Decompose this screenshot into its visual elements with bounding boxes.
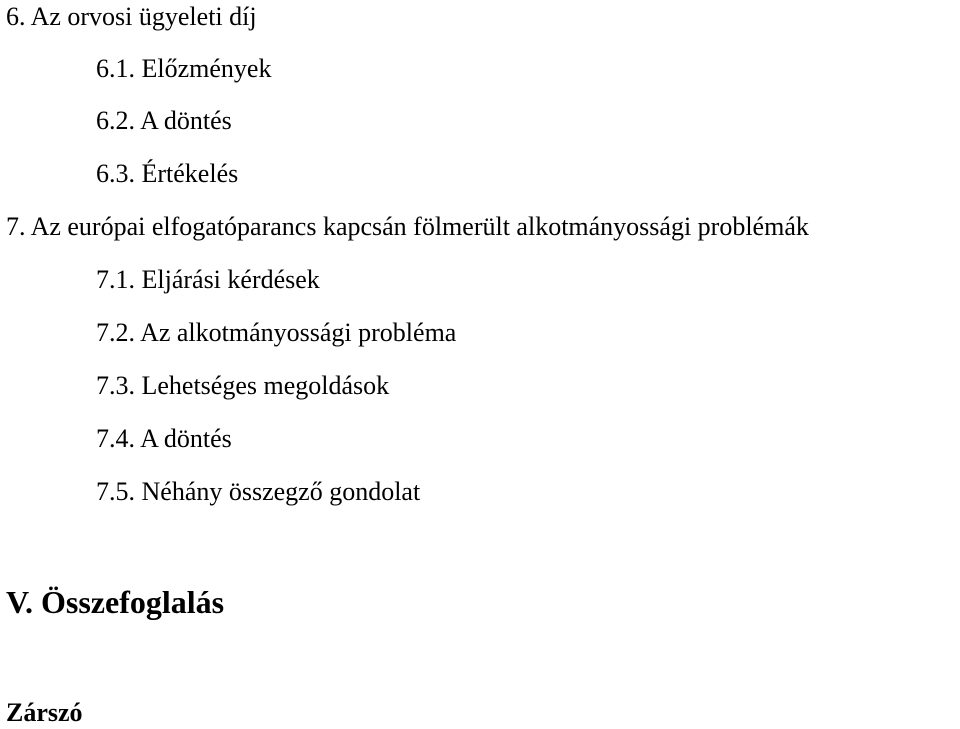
toc-item-title: Lehetséges megoldások xyxy=(141,371,390,400)
closing-heading: Zárszó xyxy=(6,698,83,727)
toc-item-7-4 xyxy=(96,424,232,454)
toc-item-title: Előzmények xyxy=(141,54,272,83)
toc-item-7-2 xyxy=(96,318,456,348)
toc-item-title: Néhány összegző gondolat xyxy=(141,477,421,506)
toc-item-title: A döntés xyxy=(140,106,232,135)
toc-item-number: 7.2. xyxy=(96,318,135,347)
toc-item-title: Az európai elfogatóparancs kapcsán fölmerült alkotmányossági problémák xyxy=(30,212,809,241)
toc-item-6-3 xyxy=(96,159,238,189)
toc-item-7-3 xyxy=(96,371,389,401)
toc-item-7-1 xyxy=(96,265,320,295)
toc-item-title: Értékelés xyxy=(141,159,239,188)
summary-heading: V. Összefoglalás xyxy=(6,584,225,620)
toc-item-number: 7.4. xyxy=(96,424,135,453)
toc-item-number: 6. xyxy=(6,2,26,31)
toc-item-7 xyxy=(6,212,809,242)
toc-item-number: 6.2. xyxy=(96,106,135,135)
toc-item-number: 6.1. xyxy=(96,54,135,83)
toc-item-number: 7.3. xyxy=(96,371,135,400)
toc-item-title: Eljárási kérdések xyxy=(141,265,320,294)
toc-item-number: 6.3. xyxy=(96,159,135,188)
toc-item-title: Az alkotmányossági probléma xyxy=(140,318,457,347)
toc-item-6 xyxy=(6,2,257,32)
toc-item-number: 7.1. xyxy=(96,265,135,294)
toc-item-number: 7.5. xyxy=(96,477,135,506)
toc-item-6-2 xyxy=(96,106,232,136)
toc-item-title: A döntés xyxy=(140,424,232,453)
toc-item-number: 7. xyxy=(6,212,26,241)
toc-item-6-1 xyxy=(96,54,271,84)
toc-item-title: Az orvosi ügyeleti díj xyxy=(30,2,257,31)
toc-item-7-5 xyxy=(96,477,420,507)
